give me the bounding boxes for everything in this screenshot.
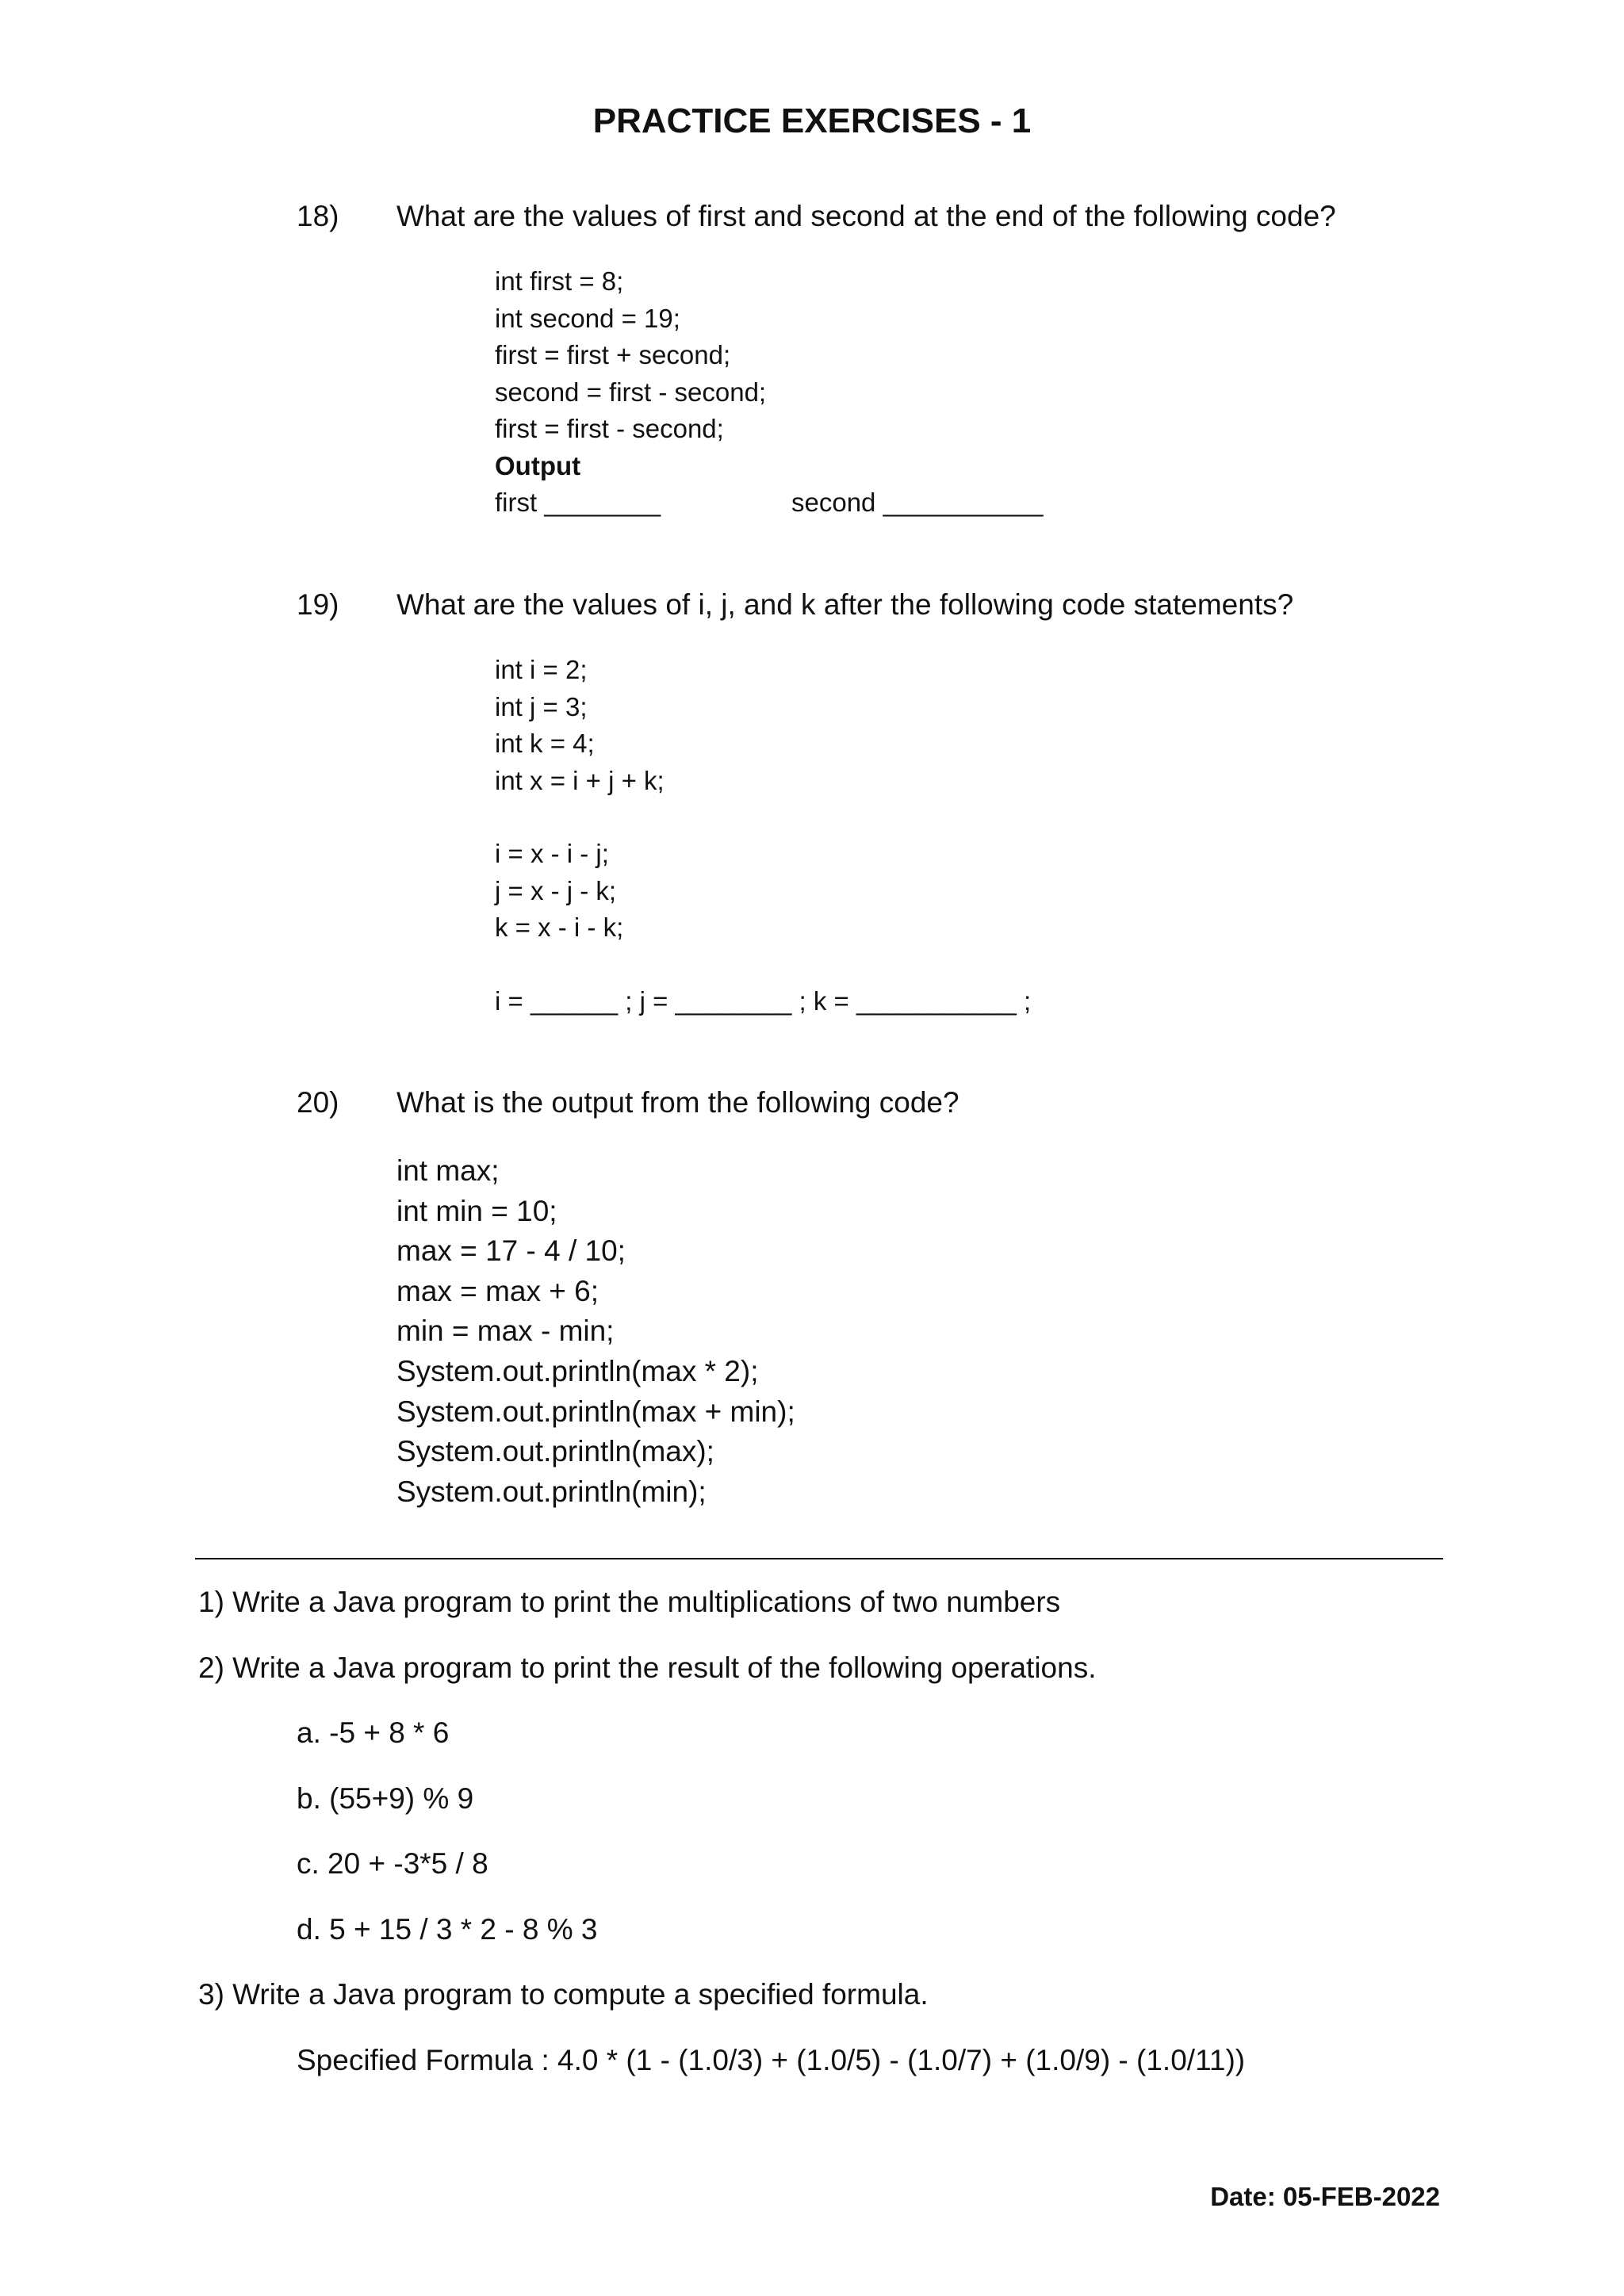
code-line: j = x - j - k; [495, 875, 617, 905]
code-line: first = first + second; [495, 340, 731, 369]
question-19-answer-line: i = ______ ; j = ________ ; k = ___________ ; [495, 986, 1032, 1016]
exercise-2-item-b: b. (55+9) % 9 [297, 1782, 474, 1815]
code-line: max = max + 6; [396, 1274, 599, 1307]
exercise-3-formula: Specified Formula : 4.0 * (1 - (1.0/3) + (1.0/5) - (1.0/7) + (1.0/9) - (1.0/11)) [297, 2044, 1246, 2076]
exercise-2-item-c: c. 20 + -3*5 / 8 [297, 1847, 488, 1880]
page-title: PRACTICE EXERCISES - 1 [592, 101, 1032, 140]
question-19-code-declarations [495, 652, 665, 799]
question-19-text: What are the values of i, j, and k after the following code statements? [396, 588, 1294, 621]
code-line: max = 17 - 4 / 10; [396, 1234, 626, 1268]
code-line: System.out.println(max); [396, 1435, 714, 1468]
code-line: int min = 10; [396, 1194, 557, 1227]
question-18-code [495, 263, 766, 522]
code-line: int i = 2; [495, 655, 588, 684]
code-line: int first = 8; [495, 266, 624, 296]
exercise-2-item-a: a. -5 + 8 * 6 [297, 1716, 450, 1749]
first-answer: first ________ [495, 488, 661, 517]
exercise-2-item-d: d. 5 + 15 / 3 * 2 - 8 % 3 [297, 1913, 598, 1946]
code-line: k = x - i - k; [495, 913, 624, 942]
code-line: int second = 19; [495, 303, 680, 333]
exercise-1: 1) Write a Java program to print the multiplications of two numbers [198, 1586, 1061, 1618]
section-divider [195, 1558, 1443, 1559]
exercise-3: 3) Write a Java program to compute a specified formula. [198, 1978, 929, 2011]
question-20-number: 20) [297, 1086, 339, 1119]
output-label: Output [495, 450, 581, 480]
code-line: second = first - second; [495, 377, 767, 407]
code-line: first = first - second; [495, 414, 724, 443]
date-label: Date: 05-FEB-2022 [1210, 2182, 1440, 2211]
code-line: System.out.println(max * 2); [396, 1354, 759, 1387]
code-line: int max; [396, 1154, 500, 1187]
question-18-number: 18) [297, 200, 339, 232]
question-19-code-assignments [495, 836, 623, 947]
code-line: int k = 4; [495, 729, 595, 758]
second-answer: second ___________ [791, 488, 1044, 517]
question-19-number: 19) [297, 588, 339, 621]
code-line: System.out.println(max + min); [396, 1395, 795, 1428]
code-line: int j = 3; [495, 691, 588, 721]
question-20-code [396, 1151, 795, 1512]
question-20-text: What is the output from the following code? [396, 1086, 959, 1119]
exercise-2: 2) Write a Java program to print the result of the following operations. [198, 1651, 1097, 1684]
code-line: System.out.println(min); [396, 1475, 707, 1508]
question-18-text: What are the values of first and second at the end of the following code? [396, 200, 1336, 232]
code-line: int x = i + j + k; [495, 765, 665, 795]
code-line: min = max - min; [396, 1314, 615, 1348]
code-line: i = x - i - j; [495, 839, 609, 868]
